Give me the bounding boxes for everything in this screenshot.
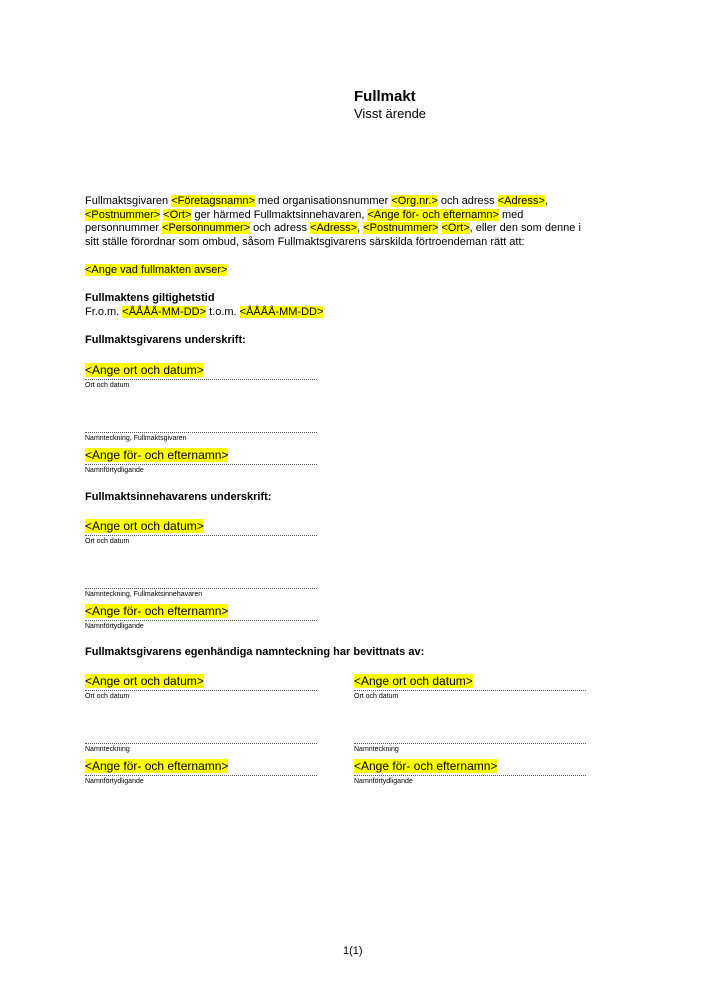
- witness-left-name-line: [85, 775, 317, 776]
- giver-place-date-line: [85, 379, 317, 380]
- holder-place-date-field[interactable]: <Ange ort och datum>: [85, 519, 204, 533]
- holder-name-field[interactable]: <Ange för- och efternamn>: [367, 208, 499, 221]
- giver-signature-heading: Fullmaktsgivarens underskrift:: [85, 334, 246, 346]
- giver-address-field[interactable]: <Adress>: [497, 195, 545, 207]
- from-date-field[interactable]: <ÅÅÅÅ-MM-DD>: [122, 306, 207, 318]
- witness-right-name-block: [354, 757, 586, 786]
- holder-place-date-line: [85, 535, 317, 536]
- holder-city-field[interactable]: <Ort>: [441, 222, 470, 234]
- holder-address-field[interactable]: <Adress>: [310, 222, 358, 234]
- page-number: 1(1): [343, 945, 363, 957]
- intro-paragraph: [85, 195, 630, 249]
- intro-line-4: sitt ställe förordnar som ombud, såsom Fullmaktsgivarens särskilda förtroendeman rätt att:: [85, 235, 525, 248]
- witness-right-signature-line[interactable]: [354, 743, 586, 744]
- holder-place-date-caption: Ort och datum: [85, 538, 130, 545]
- org-number-field[interactable]: <Org.nr.>: [391, 195, 438, 207]
- holder-signature-line[interactable]: [85, 588, 317, 589]
- witness-left-place-date-block: [85, 672, 317, 701]
- holder-name-caption: Namnförtydligande: [85, 623, 144, 630]
- personal-number-field[interactable]: <Personnummer>: [162, 222, 251, 234]
- intro-text: Fullmaktsgivaren: [85, 195, 172, 207]
- witness-right-place-date-block: [354, 672, 586, 701]
- holder-name-block: [85, 602, 317, 631]
- witness-left-signature-caption: Namnteckning: [85, 746, 130, 753]
- holder-signature-caption: Namnteckning, Fullmaktsinnehavaren: [85, 591, 203, 598]
- holder-postal-code-field[interactable]: <Postnummer>: [363, 222, 439, 234]
- intro-line-2: [85, 209, 630, 223]
- intro-text: ger härmed Fullmaktsinnehavaren,: [191, 208, 368, 221]
- to-date-field[interactable]: <ÅÅÅÅ-MM-DD>: [239, 306, 324, 318]
- validity-heading: Fullmaktens giltighetstid: [85, 292, 215, 304]
- intro-text: ,: [544, 195, 548, 207]
- scope-field[interactable]: <Ange vad fullmakten avser>: [85, 264, 228, 276]
- intro-text: , eller den som denne i: [469, 222, 581, 234]
- giver-signature-line[interactable]: [85, 432, 317, 433]
- giver-name-field[interactable]: <Ange för- och efternamn>: [85, 448, 229, 462]
- intro-text: ,: [357, 222, 364, 234]
- to-label: t.o.m.: [206, 306, 240, 318]
- witness-right-name-caption: Namnförtydligande: [354, 778, 413, 785]
- holder-name-line: [85, 620, 317, 621]
- holder-place-date-block: [85, 517, 317, 546]
- intro-text: med: [498, 208, 524, 221]
- witness-left-signature-block: [85, 743, 317, 754]
- witness-right-place-date-field[interactable]: <Ange ort och datum>: [354, 674, 473, 688]
- witness-right-signature-block: [354, 743, 586, 754]
- intro-line-3: [85, 222, 630, 236]
- scope-line: [85, 263, 227, 277]
- company-name-field[interactable]: <Företagsnamn>: [171, 195, 255, 207]
- giver-place-date-caption: Ort och datum: [85, 382, 130, 389]
- witness-heading: Fullmaktsgivarens egenhändiga namnteckning har bevittnats av:: [85, 646, 425, 658]
- giver-place-date-block: [85, 361, 317, 390]
- giver-name-caption: Namnförtydligande: [85, 467, 144, 474]
- validity-section: [85, 291, 323, 319]
- intro-text: personnummer: [85, 222, 163, 234]
- witness-left-name-field[interactable]: <Ange för- och efternamn>: [85, 759, 229, 773]
- giver-city-field[interactable]: <Ort>: [163, 208, 192, 221]
- holder-signature-heading: Fullmaktsinnehavarens underskrift:: [85, 491, 272, 503]
- title-block: [354, 88, 426, 121]
- witness-right-name-field[interactable]: <Ange för- och efternamn>: [354, 759, 498, 773]
- witness-left-name-caption: Namnförtydligande: [85, 778, 144, 785]
- giver-signature-block: [85, 432, 317, 443]
- giver-name-block: [85, 446, 317, 475]
- document-title: Fullmakt: [354, 88, 416, 105]
- intro-text: och adress: [250, 222, 311, 234]
- holder-signature-block: [85, 588, 317, 599]
- witness-left-signature-line[interactable]: [85, 743, 317, 744]
- witness-left-name-block: [85, 757, 317, 786]
- holder-name-field[interactable]: <Ange för- och efternamn>: [85, 604, 229, 618]
- witness-right-name-line: [354, 775, 586, 776]
- witness-left-place-date-line: [85, 690, 317, 691]
- intro-line-1: [85, 195, 630, 209]
- witness-left-place-date-field[interactable]: <Ange ort och datum>: [85, 674, 204, 688]
- giver-postal-code-field[interactable]: <Postnummer>: [85, 208, 161, 221]
- intro-text: med organisationsnummer: [254, 195, 392, 207]
- giver-place-date-field[interactable]: <Ange ort och datum>: [85, 363, 204, 377]
- giver-signature-caption: Namnteckning, Fullmaktsgivaren: [85, 435, 187, 442]
- witness-left-place-date-caption: Ort och datum: [85, 693, 130, 700]
- giver-name-line: [85, 464, 317, 465]
- witness-right-place-date-line: [354, 690, 586, 691]
- intro-text: och adress: [437, 195, 498, 207]
- document-subtitle: Visst ärende: [354, 106, 427, 121]
- from-label: Fr.o.m.: [85, 306, 123, 318]
- witness-right-place-date-caption: Ort och datum: [354, 693, 399, 700]
- witness-right-signature-caption: Namnteckning: [354, 746, 399, 753]
